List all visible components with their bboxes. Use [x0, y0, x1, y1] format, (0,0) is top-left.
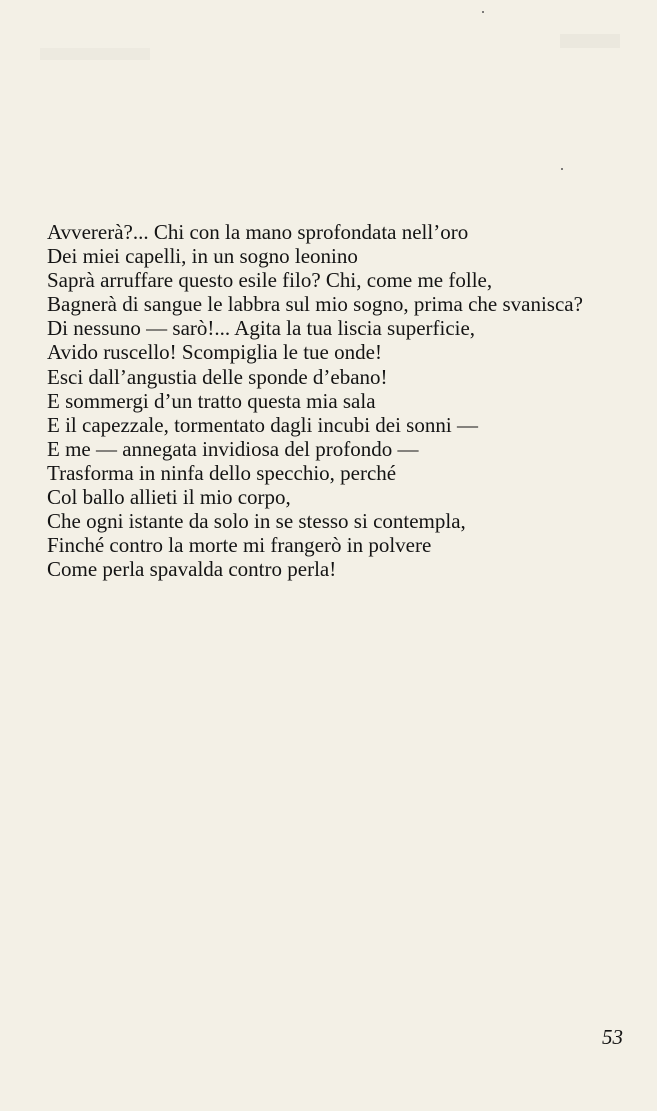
poem-line: E me — annegata invidiosa del profondo — — [47, 436, 419, 461]
poem-line: E sommergi d’un tratto questa mia sala — [47, 388, 376, 413]
dust-speck — [482, 11, 484, 13]
poem-line: Esci dall’angustia delle sponde d’ebano! — [47, 364, 388, 389]
poem-text — [47, 220, 583, 581]
poem-line: Finché contro la morte mi frangerò in polvere — [47, 533, 432, 558]
dust-speck — [561, 168, 563, 170]
poem-line: Che ogni istante da solo in se stesso si contempla, — [47, 509, 466, 534]
poem-line: Trasforma in ninfa dello specchio, perché — [47, 460, 397, 485]
poem-line: Dei miei capelli, in un sogno leonino — [47, 244, 358, 269]
poem-line: Bagnerà di sangue le labbra sul mio sogno, prima che svanisca? — [47, 292, 583, 317]
poem-line: Avido ruscello! Scompiglia le tue onde! — [47, 340, 382, 365]
poem-line: Saprà arruffare questo esile filo? Chi, come me folle, — [47, 268, 493, 293]
poem-line: E il capezzale, tormentato dagli incubi dei sonni — — [47, 412, 478, 437]
poem-line: Di nessuno — sarò!... Agita la tua liscia superficie, — [47, 316, 476, 341]
poem-line: Col ballo allieti il mio corpo, — [47, 485, 291, 510]
poem-line: Avvererà?... Chi con la mano sprofondata nell’oro — [47, 220, 469, 244]
page-number: 53 — [602, 1025, 623, 1049]
poem-line: Come perla spavalda contro perla! — [47, 557, 337, 582]
bleed-through-shadow — [40, 48, 150, 60]
bleed-through-shadow — [560, 34, 620, 48]
